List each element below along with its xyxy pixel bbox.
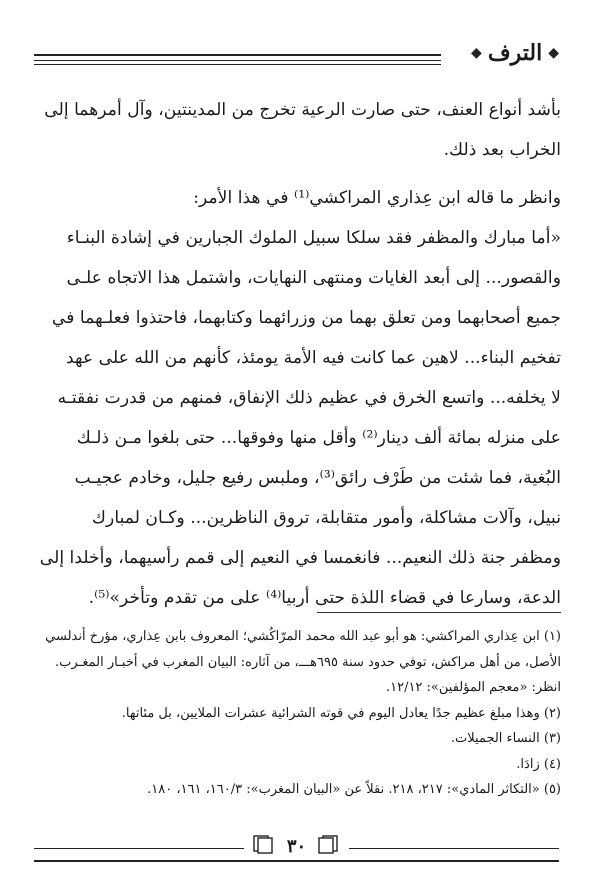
ornament-diamond-icon: ◆: [471, 45, 482, 61]
text-line: الدعة، وسارعا في قضاء اللذة حتى أربيا⁽⁴⁾ على من تقدم وتأخر»⁽⁵⁾.: [88, 588, 561, 608]
page-header: [34, 34, 559, 80]
text-line: نبيل، وآلات مشاكلة، وأمور متقابلة، تروق الناظرين... وكـان لمبارك: [91, 508, 561, 528]
running-title: الترف: [487, 40, 543, 66]
footnote-divider: [317, 612, 561, 613]
footnote-line: (١) ابن عِذاري المراكشي: هو أبو عبد الله محمد المرّاكُشي؛ المعروف بابن عِذاري، مؤرخ أندلسي: [45, 629, 561, 644]
text-line: «أما مبارك والمظفر فقد سلكا سبيل الملوك الجبارين في إشادة البنـاء: [66, 228, 561, 248]
footnote-line: انظر: «معجم المؤلفين»: ١٢/١٢.: [385, 680, 561, 695]
header-rule: [34, 64, 441, 65]
text-line: ومظفر جنة ذلك النعيم... فانغمسا في النعيم إلى قمم رأسيهما، وأخلدا إلى: [39, 548, 561, 568]
text-line: الخراب بعد ذلك.: [443, 140, 561, 160]
footer-rule: [349, 848, 559, 849]
text-line: تفخيم البناء... لاهين عما كانت فيه الأمة يومئذ، كأنهم من الله على عهد: [66, 348, 561, 368]
page-footer: [34, 838, 559, 868]
header-rule: [34, 60, 441, 61]
footnote-line: الأصل، من أهل مراكش، توفي حدود سنة ٦٩٥هـــ، من آثاره: البيان المغرب في أخبـار المغـرب.: [55, 654, 561, 670]
footnote-line: (٤) زادَا.: [516, 756, 561, 772]
text-line: البُغية، فما شئت من طَرْف رائق⁽³⁾، وملبس رفيع جليل، وخادم عجيـب: [74, 468, 561, 488]
text-line: وانظر ما قاله ابن عِذاري المراكشي⁽¹⁾ في هذا الأمر:: [193, 188, 561, 208]
footnote-line: (٣) النساء الجميلات.: [450, 731, 561, 746]
footnote-line: (٢) وهذا مبلغ عظيم جدًا يعادل اليوم في قوته الشرائية عشرات الملايين، بل مئاتها.: [121, 705, 561, 721]
footnote-line: (٥) «التكاثر المادي»: ٢١٧، ٢١٨. نقلاً عن «البيان المغرب»: ١٦٠/٣، ١٦١، ١٨٠.: [147, 782, 561, 797]
header-rule: [34, 54, 441, 56]
page-number: ٣٠: [286, 836, 307, 857]
footer-rule: [34, 860, 559, 862]
text-line: لا يخلفه... واتسع الخرق في عظيم ذلك الإنفاق، فمنهم من قدرت نفقتـه: [57, 388, 561, 408]
text-line: على منزله بمائة ألف دينار⁽²⁾ وأقل منها وفوقها... حتى بلغوا مـن ذلـك: [76, 428, 561, 448]
book-stack-icon: [317, 834, 339, 854]
header-title-wrap: [471, 40, 559, 66]
footnotes: [36, 624, 561, 803]
footer-rule: [34, 848, 244, 849]
ornament-diamond-icon: ◆: [548, 45, 559, 61]
text-line: والقصور... إلى أبعد الغايات ومنتهى النهايات، واشتمل هذا الاتجاه علـى: [66, 268, 561, 288]
text-line: بأشد أنواع العنف، حتى صارت الرعية تخرج من المدينتين، وآل أمرهما إلى: [44, 100, 561, 120]
main-text: [36, 90, 561, 618]
book-stack-icon: [252, 834, 274, 854]
text-line: جميع أصحابهما ومن تعلق بهما من وزرائهما وكتابهما، فاحتذوا فعلـهما في: [51, 308, 561, 328]
